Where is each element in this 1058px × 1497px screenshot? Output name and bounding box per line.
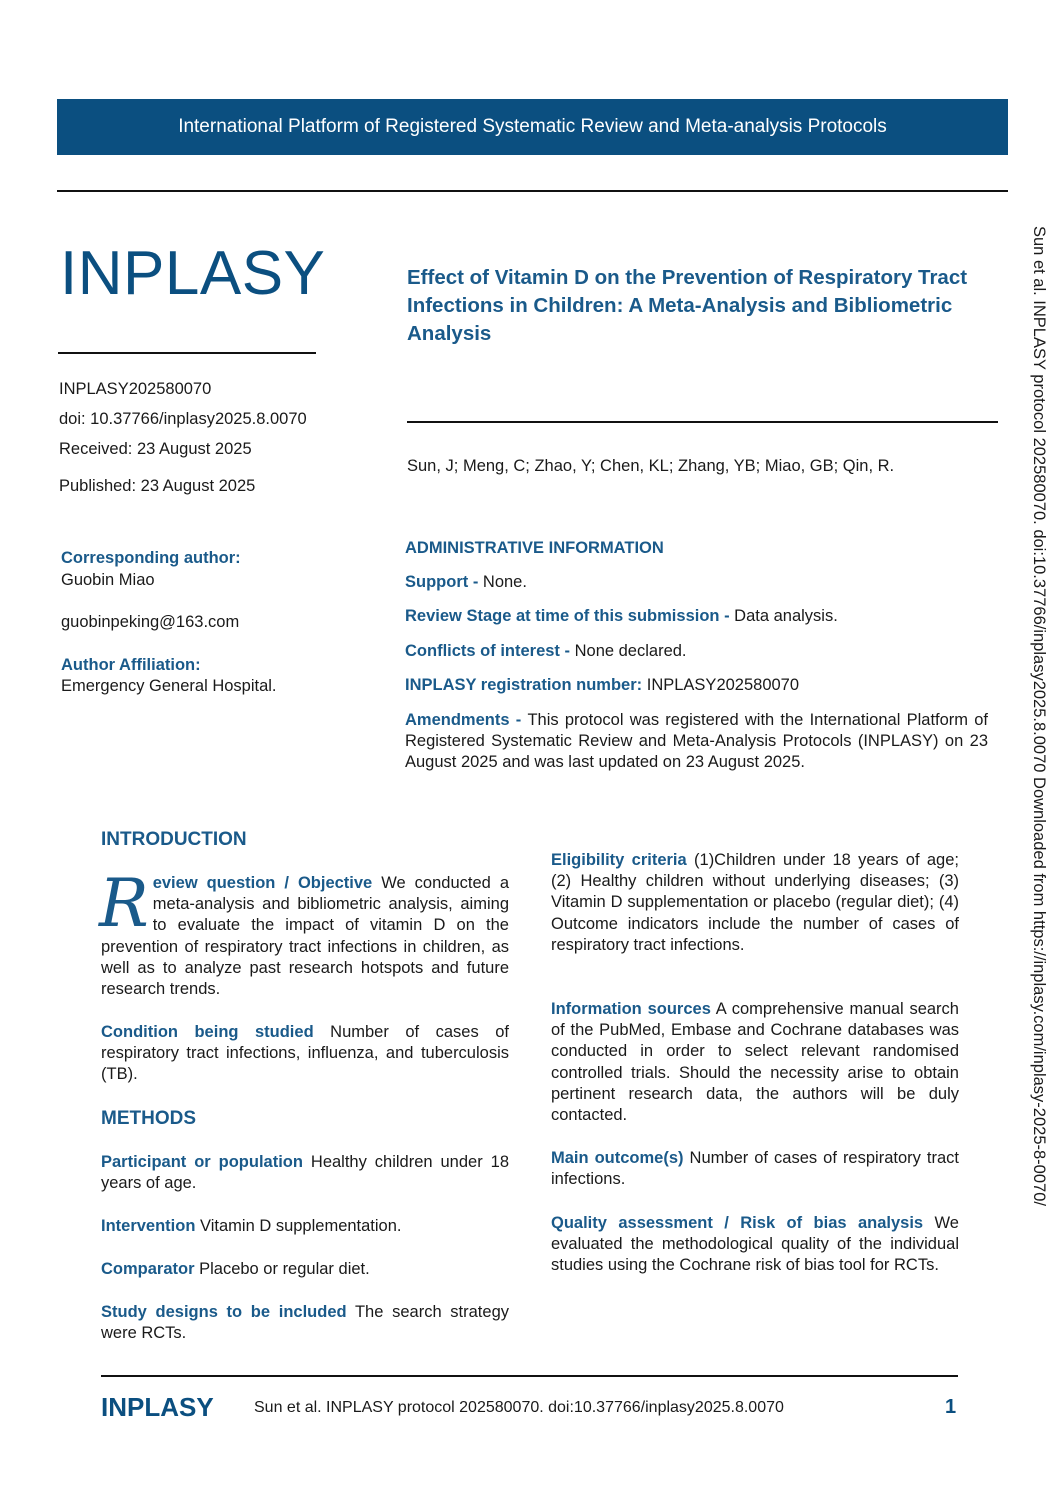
quality-assessment-label: Quality assessment / Risk of bias analysis (551, 1214, 924, 1232)
title-rule (407, 421, 998, 423)
condition-label: Condition being studied (101, 1023, 314, 1041)
footer-citation: Sun et al. INPLASY protocol 202580070. doi:10.37766/inplasy2025.8.0070 (254, 1399, 784, 1416)
conflicts-label: Conflicts of interest - (405, 642, 571, 660)
information-sources (551, 999, 959, 1126)
stage-value: Data analysis. (729, 607, 838, 625)
quality-assessment-text: We evaluated the methodological quality of the individual studies using the Cochrane risk of bias tool for RCTs. (551, 1214, 959, 1275)
admin-conflicts (405, 641, 988, 661)
population-text: Healthy children under 18 years of age. (101, 1153, 509, 1193)
published-date: Published: 23 August 2025 (59, 477, 256, 495)
brand-rule (58, 352, 316, 354)
author-list: Sun, J; Meng, C; Zhao, Y; Chen, KL; Zhang, YB; Miao, GB; Qin, R. (407, 457, 895, 475)
information-sources-text: A comprehensive manual search of the PubMed, Embase and Cochrane databases was conducted in order to select relevant randomised controlled trials. Should the necessity arise to obtain pertinent research data, the authors will be duly contacted. (551, 1000, 959, 1125)
regnum-value: INPLASY202580070 (642, 676, 800, 694)
admin-heading: ADMINISTRATIVE INFORMATION (405, 539, 664, 557)
eligibility-label: Eligibility criteria (551, 851, 687, 869)
side-download-note: Sun et al. INPLASY protocol 202580070. doi:10.37766/inplasy2025.8.0070 Downloaded from https://inplasy.com/inplasy-2025-8-0070/ (1030, 226, 1048, 1206)
page-number: 1 (945, 1396, 957, 1418)
conflicts-value: None declared. (570, 642, 687, 660)
participant-population (101, 1152, 509, 1194)
review-question-label: eview question / Objective (152, 874, 373, 892)
registration-id: INPLASY202580070 (59, 380, 212, 398)
information-sources-label: Information sources (551, 1000, 711, 1018)
support-value: None. (482, 573, 527, 591)
intervention (101, 1216, 509, 1237)
amendments-label: Amendments - (405, 711, 528, 729)
support-label: Support - (405, 573, 483, 591)
stage-label: Review Stage at time of this submission - (405, 607, 730, 625)
platform-banner: International Platform of Registered Systematic Review and Meta-analysis Protocols (57, 99, 1008, 155)
comparator-label: Comparator (101, 1260, 195, 1278)
eligibility-text: (1)Children under 18 years of age; (2) Healthy children without underlying diseases; (3) Vitamin D supplementation or placebo (regular diet); (4) Outcome indicators include the number of cases of respiratory tract infections. (551, 851, 959, 954)
inplasy-logo-text: INPLASY (60, 239, 326, 308)
regnum-label: INPLASY registration number: (405, 676, 643, 694)
admin-amendments (405, 710, 988, 773)
top-rule (57, 190, 1008, 192)
article-title: Effect of Vitamin D on the Prevention of Respiratory Tract Infections in Children: A Meta-Analysis and Bibliometric Analysis (407, 266, 968, 345)
intervention-label: Intervention (101, 1217, 196, 1235)
doi: doi: 10.37766/inplasy2025.8.0070 (59, 410, 307, 428)
amendments-value: This protocol was registered with the International Platform of Registered Systematic Review and Meta-Analysis Protocols (INPLASY) on 23 August 2025 and was last updated on 23 August 2025. (405, 711, 988, 771)
admin-support (405, 572, 988, 592)
admin-regnum (405, 675, 988, 695)
study-designs-label: Study designs to be included (101, 1303, 347, 1321)
footer-rule (101, 1375, 958, 1377)
comparator-text: Placebo or regular diet. (194, 1260, 370, 1278)
methods-heading: METHODS (101, 1108, 196, 1129)
corresponding-author-label: Corresponding author: (61, 549, 241, 567)
introduction-heading: INTRODUCTION (101, 829, 247, 850)
main-outcomes-text: Number of cases of respiratory tract infections. (551, 1149, 959, 1189)
main-outcomes-label: Main outcome(s) (551, 1149, 684, 1167)
review-question (99, 865, 509, 1000)
intervention-text: Vitamin D supplementation. (195, 1217, 402, 1235)
main-outcomes (551, 1148, 959, 1190)
eligibility-criteria (551, 850, 959, 956)
drop-cap: R (99, 865, 149, 942)
condition-studied (101, 1022, 509, 1086)
received-date: Received: 23 August 2025 (59, 440, 252, 458)
quality-assessment (551, 1213, 959, 1277)
study-designs-text: The search strategy were RCTs. (101, 1303, 509, 1343)
admin-stage (405, 606, 988, 626)
comparator (101, 1259, 509, 1280)
population-label: Participant or population (101, 1153, 303, 1171)
review-question-text: We conducted a meta-analysis and bibliometric analysis, aiming to evaluate the impact of vitamin D on the prevention of respiratory tract infections in children, as well as to analyze past research hotspots and future research trends. (101, 874, 509, 999)
author-email: guobinpeking@163.com (61, 613, 240, 631)
study-designs (101, 1302, 509, 1344)
corresponding-author-name: Guobin Miao (61, 571, 155, 589)
affiliation: Emergency General Hospital. (61, 677, 277, 695)
affiliation-label: Author Affiliation: (61, 656, 201, 674)
footer-brand: INPLASY (101, 1392, 214, 1422)
condition-text: Number of cases of respiratory tract infections, influenza, and tuberculosis (TB). (101, 1023, 509, 1084)
